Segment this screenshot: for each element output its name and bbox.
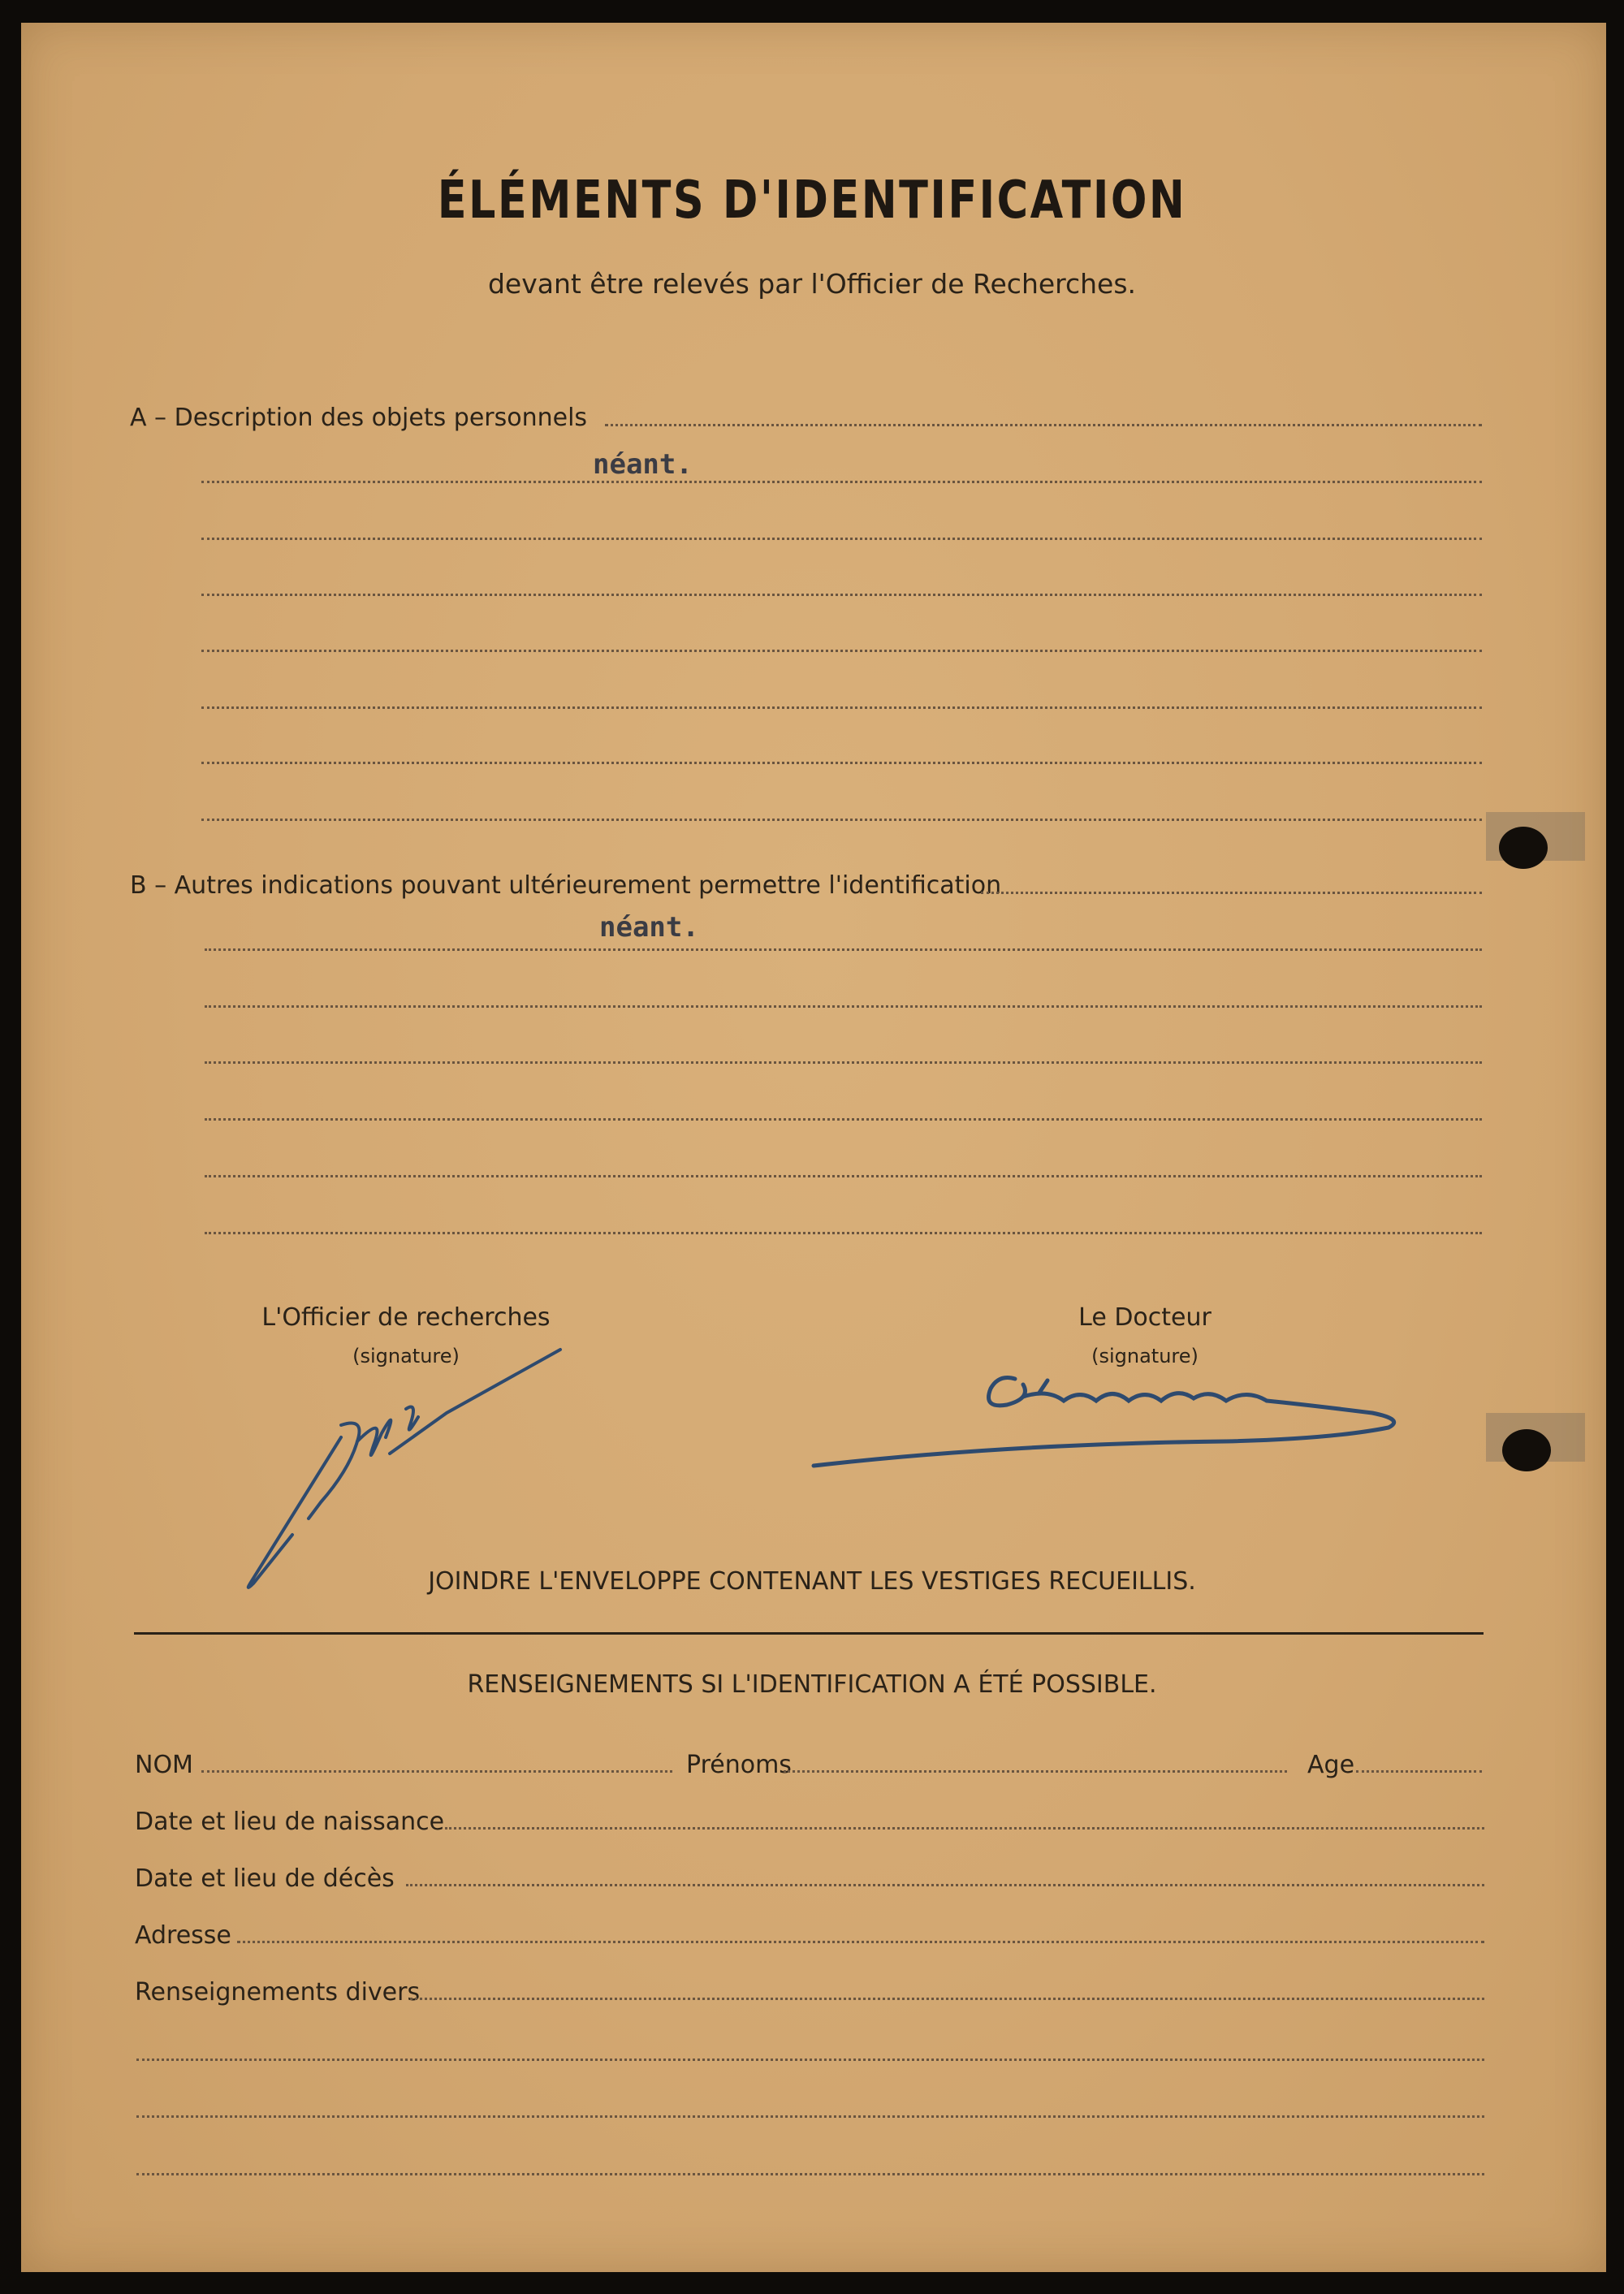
punch-hole-top — [1499, 827, 1548, 869]
officer-signature — [244, 1340, 568, 1600]
divers-field — [136, 2115, 1484, 2118]
nom-field — [201, 1770, 672, 1773]
section-a-line — [201, 706, 1482, 709]
section-b-line — [205, 1061, 1482, 1064]
section-a-line — [605, 424, 1482, 426]
divers-field — [136, 2059, 1484, 2061]
section-separator — [134, 1632, 1484, 1635]
adresse-label: Adresse — [135, 1921, 231, 1950]
form-sheet — [21, 23, 1606, 2272]
section-b-label: B – Autres indications pouvant ultérieurement permettre l'identification — [130, 871, 1002, 900]
prenoms-label: Prénoms — [686, 1751, 792, 1779]
naissance-label: Date et lieu de naissance — [135, 1808, 445, 1836]
section-b-line — [205, 1005, 1482, 1008]
divers-field — [410, 1998, 1484, 2000]
deces-field — [406, 1884, 1484, 1886]
section-a-line — [201, 819, 1482, 821]
section-b-line — [205, 1118, 1482, 1121]
doctor-signature-caption: (signature) — [1091, 1345, 1199, 1367]
punch-hole-bottom — [1502, 1429, 1551, 1471]
doctor-signature — [804, 1364, 1421, 1486]
page-subtitle: devant être relevés par l'Officier de Recherches. — [487, 268, 1137, 300]
naissance-field — [445, 1827, 1484, 1830]
section-a-value: néant. — [593, 448, 693, 481]
section-a-line — [201, 538, 1482, 540]
section-a-line — [201, 594, 1482, 596]
section-b-line — [981, 892, 1482, 894]
section-b-line — [205, 1175, 1482, 1177]
doctor-title: Le Docteur — [1078, 1303, 1212, 1332]
section-a-label: A – Description des objets personnels — [130, 404, 588, 432]
divers-label: Renseignements divers — [135, 1978, 421, 2007]
section-a-line — [201, 481, 1482, 483]
section-a-line — [201, 762, 1482, 764]
prenoms-field — [784, 1770, 1287, 1773]
adresse-field — [237, 1941, 1484, 1943]
section-a-line — [201, 650, 1482, 652]
officer-title: L'Officier de recherches — [261, 1303, 551, 1332]
attachment-note: JOINDRE L'ENVELOPPE CONTENANT LES VESTIGES RECUEILLIS. — [428, 1567, 1196, 1596]
section-b-line — [205, 1232, 1482, 1234]
officer-signature-caption: (signature) — [352, 1345, 460, 1367]
age-label: Age — [1307, 1751, 1355, 1779]
nom-label: NOM — [135, 1751, 193, 1779]
identification-heading: RENSEIGNEMENTS SI L'IDENTIFICATION A ÉTÉ POSSIBLE. — [467, 1670, 1157, 1699]
section-b-value: néant. — [599, 911, 699, 944]
section-b-line — [205, 948, 1482, 951]
divers-field — [136, 2173, 1484, 2175]
page-title: ÉLÉMENTS D'IDENTIFICATION — [437, 171, 1187, 231]
age-field — [1356, 1770, 1482, 1773]
deces-label: Date et lieu de décès — [135, 1864, 395, 1893]
